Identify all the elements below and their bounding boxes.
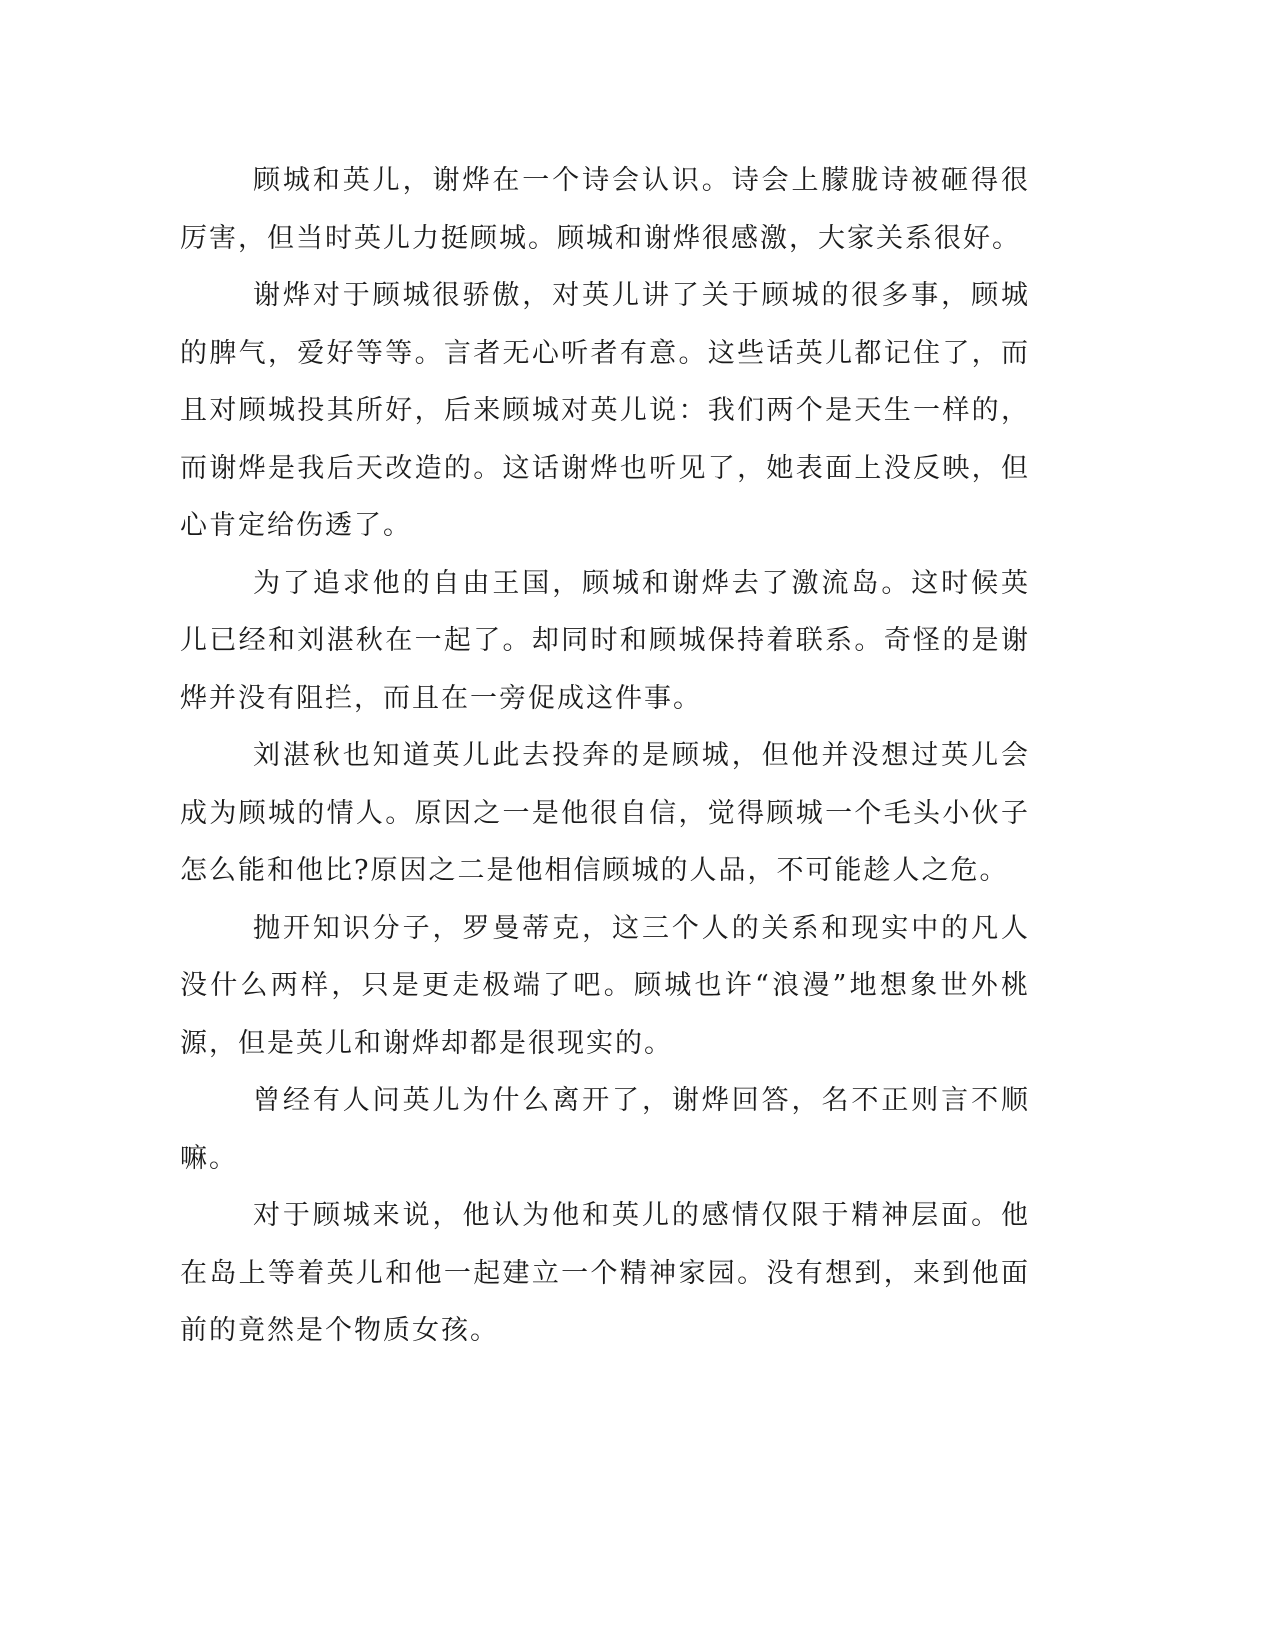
paragraph: 顾城和英儿，谢烨在一个诗会认识。诗会上朦胧诗被砸得很厉害，但当时英儿力挺顾城。顾城和谢烨很感激，大家关系很好。 <box>180 165 1030 254</box>
paragraph: 刘湛秋也知道英儿此去投奔的是顾城，但他并没想过英儿会成为顾城的情人。原因之一是他很自信，觉得顾城一个毛头小伙子怎么能和他比?原因之二是他相信顾城的人品，不可能趁人之危。 <box>180 740 1030 886</box>
paragraph: 对于顾城来说，他认为他和英儿的感情仅限于精神层面。他在岛上等着英儿和他一起建立一个精神家园。没有想到，来到他面前的竟然是个物质女孩。 <box>180 1200 1030 1346</box>
paragraph: 谢烨对于顾城很骄傲，对英儿讲了关于顾城的很多事，顾城的脾气，爱好等等。言者无心听者有意。这些话英儿都记住了，而且对顾城投其所好，后来顾城对英儿说：我们两个是天生一样的，而谢烨是我后天改造的。这话谢烨也听见了，她表面上没反映，但心肯定给伤透了。 <box>180 280 1030 541</box>
paragraph: 抛开知识分子，罗曼蒂克，这三个人的关系和现实中的凡人没什么两样，只是更走极端了吧。顾城也许“浪漫”地想象世外桃源，但是英儿和谢烨却都是很现实的。 <box>180 912 1030 1059</box>
paragraph: 曾经有人问英儿为什么离开了，谢烨回答，名不正则言不顺嘛。 <box>180 1085 1030 1174</box>
paragraph: 为了追求他的自由王国，顾城和谢烨去了激流岛。这时候英儿已经和刘湛秋在一起了。却同时和顾城保持着联系。奇怪的是谢烨并没有阻拦，而且在一旁促成这件事。 <box>180 567 1030 714</box>
document-body <box>180 152 1030 1360</box>
